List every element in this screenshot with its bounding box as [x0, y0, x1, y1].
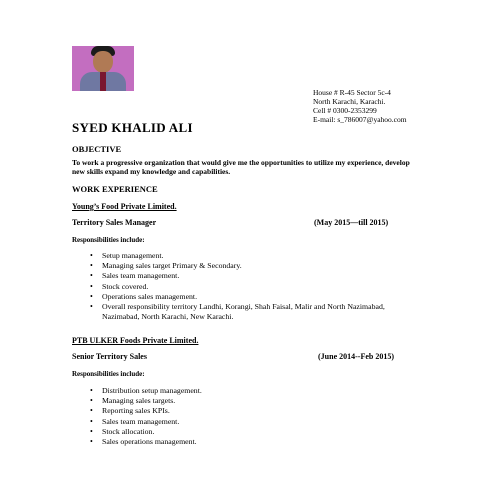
list-item: • Managing sales target Primary & Secondary. [90, 261, 410, 271]
list-item: • Sales team management. [90, 417, 410, 427]
responsibilities-heading: Responsibilities include: [72, 236, 145, 244]
list-item: • Setup management. [90, 251, 410, 261]
responsibilities-heading: Responsibilities include: [72, 370, 145, 378]
candidate-name: SYED KHALID ALI [72, 120, 193, 135]
job-title: Territory Sales Manager [72, 218, 157, 227]
address-line: House # R-45 Sector 5c-4 [313, 88, 391, 97]
objective-heading: OBJECTIVE [72, 144, 122, 154]
company-name: Young’s Food Private Limited. [72, 202, 177, 211]
job-period: (June 2014--Feb 2015) [318, 352, 394, 361]
objective-text: To work a progressive organization that would give me the opportunities to utilize my experience, develop new skills expand my knowledge and capabilities. [72, 158, 410, 176]
job-period: (May 2015—till 2015) [314, 218, 389, 227]
list-item: • Operations sales management. [90, 292, 410, 302]
list-item: • Managing sales targets. [90, 396, 410, 406]
company-name: PTB ULKER Foods Private Limited. [72, 336, 199, 345]
responsibilities-list [90, 251, 410, 322]
photo-face [93, 51, 113, 73]
work-experience-heading: WORK EXPERIENCE [72, 184, 158, 194]
responsibilities-list [90, 386, 410, 447]
phone-line: Cell # 0300-2353299 [313, 106, 377, 115]
list-item: • Distribution setup management. [90, 386, 410, 396]
list-item: • Sales team management. [90, 271, 410, 281]
job-title: Senior Territory Sales [72, 352, 147, 361]
photo-tie [100, 72, 106, 91]
list-item: • Overall responsibility territory Landhi, Korangi, Shah Faisal, Malir and North Nazimabad, Nazimabad, North Karachi, New Karachi. [90, 302, 410, 322]
list-item: • Sales operations management. [90, 437, 410, 447]
list-item: • Stock covered. [90, 282, 410, 292]
list-item: • Reporting sales KPIs. [90, 406, 410, 416]
address-line: North Karachi, Karachi. [313, 97, 386, 106]
list-item: • Stock allocation. [90, 427, 410, 437]
address-block [313, 88, 407, 124]
email-line: E-mail: s_786007@yahoo.com [313, 115, 407, 124]
profile-photo [72, 46, 134, 91]
